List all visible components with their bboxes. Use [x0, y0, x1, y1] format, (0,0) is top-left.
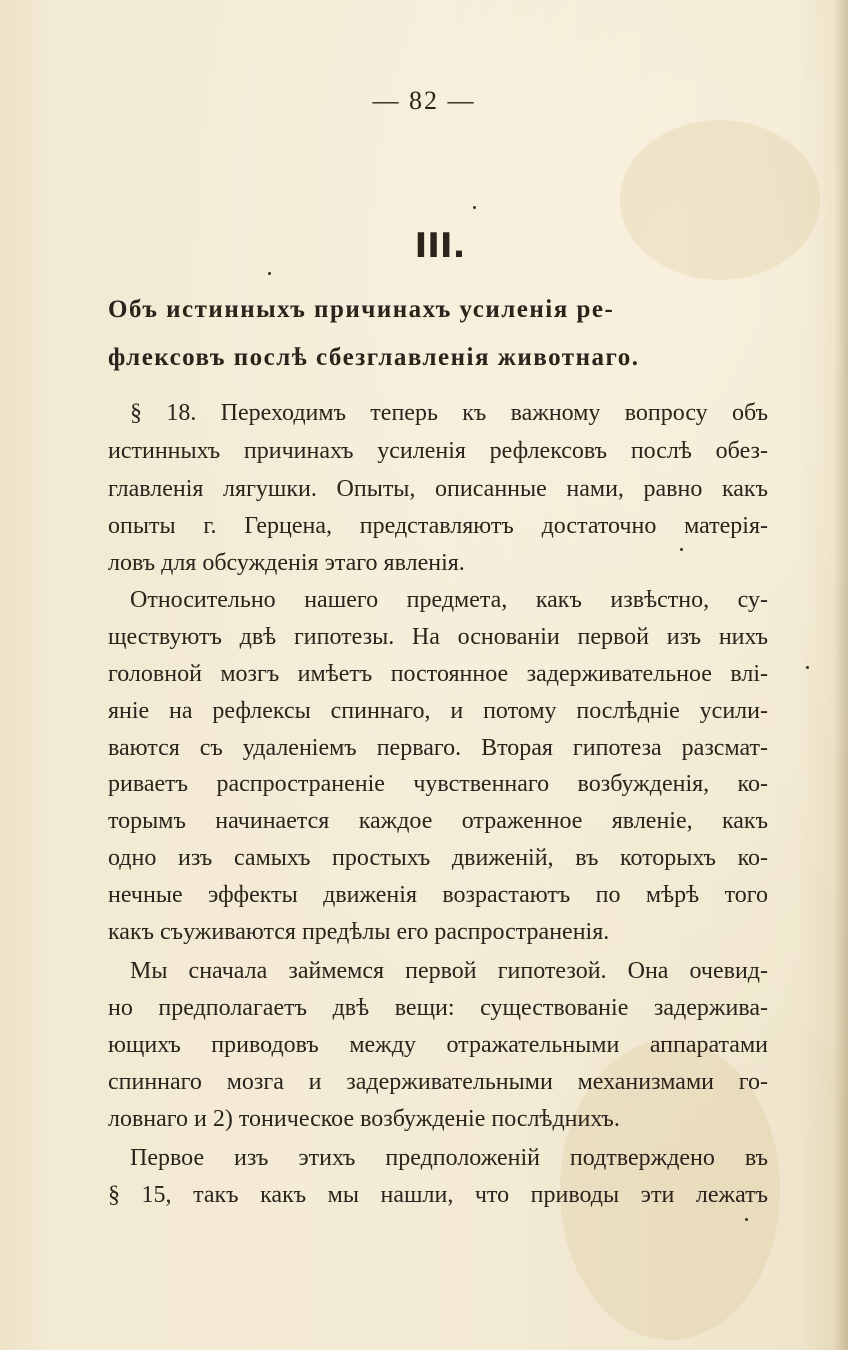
- body-text-line: Первое изъ этихъ предположеній подтверждено въ: [130, 1145, 768, 1171]
- ink-speck: [473, 206, 476, 209]
- section-heading-line-2: флексовъ послѣ сбезглавленія животнаго.: [108, 344, 640, 371]
- body-text-line: ловъ для обсужденія этаго явленія.: [108, 550, 465, 576]
- ink-speck: [806, 666, 809, 669]
- body-text-line: головной мозгъ имѣетъ постоянное задерживательное влі-: [108, 661, 768, 687]
- body-text-line: Мы сначала займемся первой гипотезой. Она очевид-: [130, 958, 768, 984]
- body-text-line: яніе на рефлексы спиннаго, и потому послѣдніе усили-: [108, 698, 768, 724]
- page-edge-shadow: [834, 0, 848, 1350]
- body-text-line: ющихъ приводовъ между отражательными аппаратами: [108, 1032, 768, 1058]
- body-text-line: нечные эффекты движенія возрастаютъ по мѣрѣ того: [108, 882, 768, 908]
- body-text-line: § 18. Переходимъ теперь къ важному вопросу объ: [130, 400, 768, 426]
- body-text-line: ловнаго и 2) тоническое возбужденіе послѣднихъ.: [108, 1106, 620, 1132]
- body-text-line: одно изъ самыхъ простыхъ движеній, въ которыхъ ко-: [108, 845, 768, 871]
- body-text-line: главленія лягушки. Опыты, описанные нами, равно какъ: [108, 476, 768, 502]
- body-text-line: § 15, такъ какъ мы нашли, что приводы эти лежатъ: [108, 1182, 768, 1208]
- body-text-line: торымъ начинается каждое отраженное явленіе, какъ: [108, 808, 768, 834]
- body-text-line: ваются съ удаленіемъ перваго. Вторая гипотеза разсмат-: [108, 735, 768, 761]
- body-text-line: ществуютъ двѣ гипотезы. На основаніи первой изъ нихъ: [108, 624, 768, 650]
- body-text-line: истинныхъ причинахъ усиленія рефлексовъ послѣ обез-: [108, 438, 768, 464]
- ink-speck: [745, 1218, 748, 1221]
- body-text-line: спиннаго мозга и задерживательными механизмами го-: [108, 1069, 768, 1095]
- body-text-line: какъ съуживаются предѣлы его распространенія.: [108, 919, 610, 945]
- body-text-line: риваетъ распространеніе чувственнаго возбужденія, ко-: [108, 771, 768, 797]
- section-heading-line-1: Объ истинныхъ причинахъ усиленія ре-: [108, 296, 615, 323]
- chapter-numeral: III.: [414, 226, 466, 266]
- body-text-line: опыты г. Герцена, представляютъ достаточно матерія-: [108, 513, 768, 539]
- body-text-line: но предполагаетъ двѣ вещи: существованіе задержива-: [108, 995, 768, 1021]
- body-text-line: Относительно нашего предмета, какъ извѣстно, су-: [130, 587, 768, 613]
- page-number: — 82 —: [372, 86, 476, 115]
- ink-speck: [268, 272, 271, 275]
